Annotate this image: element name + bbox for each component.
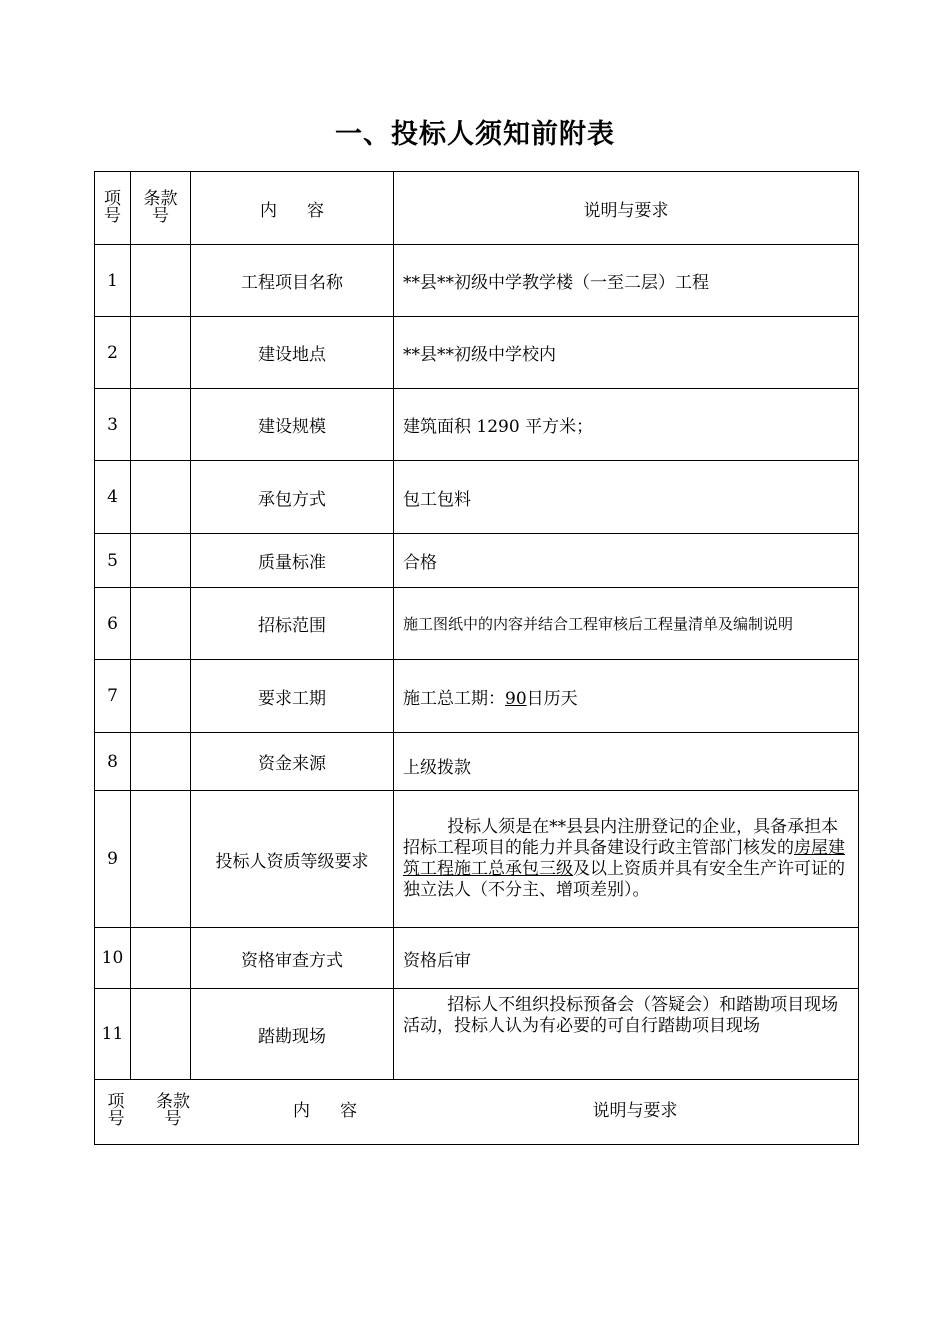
row-content: 工程项目名称 [191,245,394,317]
table-row [95,461,859,534]
header-item-no: 项 号 [95,172,131,245]
table-row [95,389,859,461]
row-description: 上级拨款 [394,733,859,791]
row-content: 建设规模 [191,389,394,461]
row-description: **县**初级中学教学楼（一至二层）工程 [394,245,859,317]
row-number: 10 [95,928,131,989]
table-row [95,791,859,928]
row-content: 质量标准 [191,534,394,588]
header-clause-no: 条款 号 [131,172,191,245]
page-title: 一、投标人须知前附表 [335,119,615,150]
table-row [95,733,859,791]
table-row [95,588,859,660]
row-clause [131,791,191,928]
row-content: 资金来源 [191,733,394,791]
row-description: 资格后审 [394,928,859,989]
table-row [95,245,859,317]
footer-clause-no: 条款 号 [156,1092,190,1129]
footer-description: 说明与要求 [592,1101,678,1121]
table-header-row [95,172,859,245]
row-description: **县**初级中学校内 [394,317,859,389]
footer-content: 内 容 [293,1101,357,1121]
table-row [95,928,859,989]
footer-item-no: 项 号 [107,1092,125,1129]
header-content: 内 容 [191,172,394,245]
table-row [95,989,859,1080]
duration-value: 90 [505,688,527,709]
table-footer-row [95,1080,859,1145]
row-description: 招标人不组织投标预备会（答疑会）和踏勘项目现场活动，投标人认为有必要的可自行踏勘项目现场 [394,989,859,1080]
row-number: 1 [95,245,131,317]
row-number: 6 [95,588,131,660]
row-clause [131,389,191,461]
row-content: 踏勘现场 [191,989,394,1080]
row-clause [131,588,191,660]
row-clause [131,461,191,534]
row-content: 建设地点 [191,317,394,389]
row-description: 包工包料 [394,461,859,534]
row-number: 11 [95,989,131,1080]
row-description: 施工总工期：90日历天 [394,660,859,733]
row-clause [131,534,191,588]
row-content: 承包方式 [191,461,394,534]
row-clause [131,928,191,989]
row-description: 建筑面积 1290 平方米； [394,389,859,461]
row-clause [131,660,191,733]
row-number: 9 [95,791,131,928]
row-clause [131,989,191,1080]
row-number: 7 [95,660,131,733]
table-row [95,317,859,389]
row-description: 投标人须是在**县县内注册登记的企业，具备承担本招标工程项目的能力并具备建设行政主管部门核发的房屋建筑工程施工总承包三级及以上资质并具有安全生产许可证的独立法人（不分主、增项差别）。 [394,791,859,928]
row-clause [131,733,191,791]
table-row [95,534,859,588]
row-content: 要求工期 [191,660,394,733]
row-number: 2 [95,317,131,389]
row-number: 4 [95,461,131,534]
row-description: 施工图纸中的内容并结合工程审核后工程量清单及编制说明 [394,588,859,660]
row-description: 合格 [394,534,859,588]
row-number: 3 [95,389,131,461]
row-content: 投标人资质等级要求 [191,791,394,928]
row-content: 资格审查方式 [191,928,394,989]
row-clause [131,245,191,317]
row-number: 8 [95,733,131,791]
row-number: 5 [95,534,131,588]
row-clause [131,317,191,389]
header-description: 说明与要求 [394,172,859,245]
repeated-header [95,1080,859,1145]
bidder-instructions-table [94,171,859,1145]
row-content: 招标范围 [191,588,394,660]
qualification-level: 房屋建筑工程施工总承包三级 [403,838,845,879]
table-row [95,660,859,733]
